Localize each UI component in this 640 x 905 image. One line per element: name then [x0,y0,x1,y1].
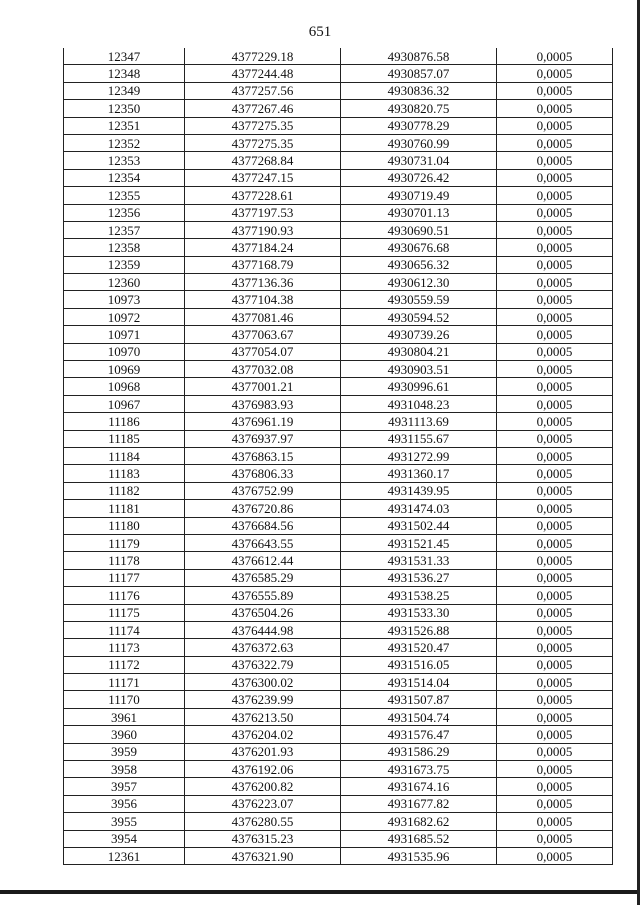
point-number-cell: 10968 [64,378,185,395]
accuracy-cell: 0,0005 [497,813,613,830]
accuracy-cell: 0,0005 [497,674,613,691]
x-coordinate-cell: 4376201.93 [185,743,341,760]
x-coordinate-cell: 4377136.36 [185,274,341,291]
table-row [64,708,613,725]
accuracy-cell: 0,0005 [497,500,613,517]
accuracy-cell: 0,0005 [497,117,613,134]
accuracy-cell: 0,0005 [497,708,613,725]
point-number-cell: 11177 [64,569,185,586]
accuracy-cell: 0,0005 [497,221,613,238]
y-coordinate-cell: 4931516.05 [341,656,497,673]
accuracy-cell: 0,0005 [497,395,613,412]
accuracy-cell: 0,0005 [497,656,613,673]
y-coordinate-cell: 4931507.87 [341,691,497,708]
accuracy-cell: 0,0005 [497,378,613,395]
x-coordinate-cell: 4377081.46 [185,308,341,325]
x-coordinate-cell: 4376937.97 [185,430,341,447]
y-coordinate-cell: 4931682.62 [341,813,497,830]
x-coordinate-cell: 4376280.55 [185,813,341,830]
accuracy-cell: 0,0005 [497,482,613,499]
x-coordinate-cell: 4376192.06 [185,761,341,778]
x-coordinate-cell: 4377104.38 [185,291,341,308]
y-coordinate-cell: 4930701.13 [341,204,497,221]
point-number-cell: 3954 [64,830,185,847]
y-coordinate-cell: 4931048.23 [341,395,497,412]
y-coordinate-cell: 4931586.29 [341,743,497,760]
accuracy-cell: 0,0005 [497,465,613,482]
table-row [64,256,613,273]
x-coordinate-cell: 4377268.84 [185,152,341,169]
table-row [64,152,613,169]
y-coordinate-cell: 4930804.21 [341,343,497,360]
point-number-cell: 3957 [64,778,185,795]
accuracy-cell: 0,0005 [497,361,613,378]
y-coordinate-cell: 4931502.44 [341,517,497,534]
accuracy-cell: 0,0005 [497,761,613,778]
accuracy-cell: 0,0005 [497,743,613,760]
accuracy-cell: 0,0005 [497,430,613,447]
point-number-cell: 3956 [64,795,185,812]
table-row [64,100,613,117]
accuracy-cell: 0,0005 [497,82,613,99]
x-coordinate-cell: 4376983.93 [185,395,341,412]
accuracy-cell: 0,0005 [497,239,613,256]
x-coordinate-cell: 4376200.82 [185,778,341,795]
x-coordinate-cell: 4377032.08 [185,361,341,378]
accuracy-cell: 0,0005 [497,100,613,117]
point-number-cell: 3961 [64,708,185,725]
y-coordinate-cell: 4931674.16 [341,778,497,795]
table-row [64,726,613,743]
y-coordinate-cell: 4930559.59 [341,291,497,308]
y-coordinate-cell: 4931685.52 [341,830,497,847]
point-number-cell: 11185 [64,430,185,447]
x-coordinate-cell: 4376752.99 [185,482,341,499]
point-number-cell: 12355 [64,187,185,204]
x-coordinate-cell: 4377275.35 [185,117,341,134]
accuracy-cell: 0,0005 [497,795,613,812]
accuracy-cell: 0,0005 [497,830,613,847]
table-row [64,187,613,204]
y-coordinate-cell: 4930726.42 [341,169,497,186]
point-number-cell: 11183 [64,465,185,482]
y-coordinate-cell: 4930903.51 [341,361,497,378]
x-coordinate-cell: 4376863.15 [185,447,341,464]
point-number-cell: 12347 [64,48,185,65]
y-coordinate-cell: 4930836.32 [341,82,497,99]
x-coordinate-cell: 4376585.29 [185,569,341,586]
accuracy-cell: 0,0005 [497,274,613,291]
y-coordinate-cell: 4930676.68 [341,239,497,256]
accuracy-cell: 0,0005 [497,204,613,221]
point-number-cell: 10972 [64,308,185,325]
table-row [64,569,613,586]
point-number-cell: 12353 [64,152,185,169]
y-coordinate-cell: 4930719.49 [341,187,497,204]
y-coordinate-cell: 4930820.75 [341,100,497,117]
table-row [64,221,613,238]
accuracy-cell: 0,0005 [497,152,613,169]
point-number-cell: 11186 [64,413,185,430]
table-row [64,361,613,378]
accuracy-cell: 0,0005 [497,187,613,204]
point-number-cell: 3960 [64,726,185,743]
y-coordinate-cell: 4930778.29 [341,117,497,134]
point-number-cell: 3959 [64,743,185,760]
table-row [64,552,613,569]
x-coordinate-cell: 4377197.53 [185,204,341,221]
table-row [64,674,613,691]
x-coordinate-cell: 4376223.07 [185,795,341,812]
point-number-cell: 12348 [64,65,185,82]
accuracy-cell: 0,0005 [497,343,613,360]
accuracy-cell: 0,0005 [497,552,613,569]
accuracy-cell: 0,0005 [497,587,613,604]
y-coordinate-cell: 4931113.69 [341,413,497,430]
accuracy-cell: 0,0005 [497,48,613,65]
x-coordinate-cell: 4377190.93 [185,221,341,238]
table-row [64,326,613,343]
x-coordinate-cell: 4377228.61 [185,187,341,204]
table-row [64,795,613,812]
accuracy-cell: 0,0005 [497,134,613,151]
point-number-cell: 10969 [64,361,185,378]
point-number-cell: 12356 [64,204,185,221]
table-row [64,656,613,673]
point-number-cell: 3955 [64,813,185,830]
table-row [64,291,613,308]
y-coordinate-cell: 4930594.52 [341,308,497,325]
x-coordinate-cell: 4377244.48 [185,65,341,82]
point-number-cell: 10967 [64,395,185,412]
x-coordinate-cell: 4376300.02 [185,674,341,691]
bottom-border-line [0,890,640,894]
x-coordinate-cell: 4377054.07 [185,343,341,360]
table-row [64,447,613,464]
coordinates-table [63,48,613,865]
x-coordinate-cell: 4377275.35 [185,134,341,151]
x-coordinate-cell: 4377229.18 [185,48,341,65]
x-coordinate-cell: 4376612.44 [185,552,341,569]
point-number-cell: 12354 [64,169,185,186]
y-coordinate-cell: 4931677.82 [341,795,497,812]
y-coordinate-cell: 4930760.99 [341,134,497,151]
y-coordinate-cell: 4931520.47 [341,639,497,656]
table-row [64,761,613,778]
y-coordinate-cell: 4930612.30 [341,274,497,291]
accuracy-cell: 0,0005 [497,604,613,621]
y-coordinate-cell: 4931360.17 [341,465,497,482]
x-coordinate-cell: 4376321.90 [185,847,341,864]
table-row [64,134,613,151]
point-number-cell: 12360 [64,274,185,291]
point-number-cell: 10971 [64,326,185,343]
x-coordinate-cell: 4377168.79 [185,256,341,273]
point-number-cell: 11182 [64,482,185,499]
accuracy-cell: 0,0005 [497,291,613,308]
y-coordinate-cell: 4930857.07 [341,65,497,82]
y-coordinate-cell: 4931504.74 [341,708,497,725]
x-coordinate-cell: 4377063.67 [185,326,341,343]
x-coordinate-cell: 4376961.19 [185,413,341,430]
point-number-cell: 11178 [64,552,185,569]
table-row [64,239,613,256]
point-number-cell: 11171 [64,674,185,691]
table-row [64,169,613,186]
table-row [64,604,613,621]
table-row [64,65,613,82]
x-coordinate-cell: 4377257.56 [185,82,341,99]
x-coordinate-cell: 4376555.89 [185,587,341,604]
x-coordinate-cell: 4376444.98 [185,621,341,638]
point-number-cell: 12359 [64,256,185,273]
y-coordinate-cell: 4931521.45 [341,534,497,551]
point-number-cell: 11176 [64,587,185,604]
y-coordinate-cell: 4931439.95 [341,482,497,499]
y-coordinate-cell: 4931538.25 [341,587,497,604]
accuracy-cell: 0,0005 [497,847,613,864]
page-number: 651 [308,24,332,40]
point-number-cell: 11170 [64,691,185,708]
x-coordinate-cell: 4376204.02 [185,726,341,743]
y-coordinate-cell: 4931474.03 [341,500,497,517]
accuracy-cell: 0,0005 [497,65,613,82]
table-row [64,82,613,99]
x-coordinate-cell: 4376372.63 [185,639,341,656]
coordinates-table-body [64,48,613,865]
point-number-cell: 11184 [64,447,185,464]
accuracy-cell: 0,0005 [497,413,613,430]
x-coordinate-cell: 4376315.23 [185,830,341,847]
y-coordinate-cell: 4931526.88 [341,621,497,638]
table-row [64,395,613,412]
point-number-cell: 11180 [64,517,185,534]
y-coordinate-cell: 4931533.30 [341,604,497,621]
accuracy-cell: 0,0005 [497,326,613,343]
accuracy-cell: 0,0005 [497,691,613,708]
point-number-cell: 12358 [64,239,185,256]
point-number-cell: 11175 [64,604,185,621]
y-coordinate-cell: 4930996.61 [341,378,497,395]
accuracy-cell: 0,0005 [497,534,613,551]
table-row [64,621,613,638]
x-coordinate-cell: 4376239.99 [185,691,341,708]
table-row [64,743,613,760]
x-coordinate-cell: 4376720.86 [185,500,341,517]
point-number-cell: 11174 [64,621,185,638]
table-row [64,517,613,534]
accuracy-cell: 0,0005 [497,169,613,186]
table-row [64,778,613,795]
x-coordinate-cell: 4376213.50 [185,708,341,725]
table-row [64,534,613,551]
point-number-cell: 3958 [64,761,185,778]
accuracy-cell: 0,0005 [497,308,613,325]
table-row [64,813,613,830]
accuracy-cell: 0,0005 [497,778,613,795]
table-row [64,500,613,517]
table-row [64,691,613,708]
table-row [64,465,613,482]
y-coordinate-cell: 4930876.58 [341,48,497,65]
accuracy-cell: 0,0005 [497,621,613,638]
table-row [64,413,613,430]
x-coordinate-cell: 4377184.24 [185,239,341,256]
point-number-cell: 12351 [64,117,185,134]
y-coordinate-cell: 4931535.96 [341,847,497,864]
y-coordinate-cell: 4930656.32 [341,256,497,273]
y-coordinate-cell: 4931531.33 [341,552,497,569]
point-number-cell: 12357 [64,221,185,238]
point-number-cell: 12361 [64,847,185,864]
point-number-cell: 10970 [64,343,185,360]
accuracy-cell: 0,0005 [497,569,613,586]
point-number-cell: 12350 [64,100,185,117]
point-number-cell: 11172 [64,656,185,673]
table-row [64,378,613,395]
table-row [64,308,613,325]
table-row [64,587,613,604]
accuracy-cell: 0,0005 [497,256,613,273]
table-row [64,847,613,864]
x-coordinate-cell: 4376806.33 [185,465,341,482]
x-coordinate-cell: 4377267.46 [185,100,341,117]
table-row [64,274,613,291]
y-coordinate-cell: 4930739.26 [341,326,497,343]
y-coordinate-cell: 4931272.99 [341,447,497,464]
accuracy-cell: 0,0005 [497,447,613,464]
table-row [64,430,613,447]
accuracy-cell: 0,0005 [497,726,613,743]
point-number-cell: 11179 [64,534,185,551]
table-row [64,48,613,65]
x-coordinate-cell: 4377001.21 [185,378,341,395]
point-number-cell: 10973 [64,291,185,308]
y-coordinate-cell: 4931673.75 [341,761,497,778]
table-row [64,343,613,360]
x-coordinate-cell: 4376684.56 [185,517,341,534]
x-coordinate-cell: 4376322.79 [185,656,341,673]
table-row [64,204,613,221]
y-coordinate-cell: 4931514.04 [341,674,497,691]
y-coordinate-cell: 4931536.27 [341,569,497,586]
table-row [64,639,613,656]
table-row [64,830,613,847]
table-row [64,117,613,134]
table-row [64,482,613,499]
accuracy-cell: 0,0005 [497,639,613,656]
point-number-cell: 12352 [64,134,185,151]
x-coordinate-cell: 4376643.55 [185,534,341,551]
point-number-cell: 12349 [64,82,185,99]
x-coordinate-cell: 4376504.26 [185,604,341,621]
y-coordinate-cell: 4930731.04 [341,152,497,169]
y-coordinate-cell: 4930690.51 [341,221,497,238]
point-number-cell: 11181 [64,500,185,517]
y-coordinate-cell: 4931155.67 [341,430,497,447]
point-number-cell: 11173 [64,639,185,656]
x-coordinate-cell: 4377247.15 [185,169,341,186]
accuracy-cell: 0,0005 [497,517,613,534]
y-coordinate-cell: 4931576.47 [341,726,497,743]
